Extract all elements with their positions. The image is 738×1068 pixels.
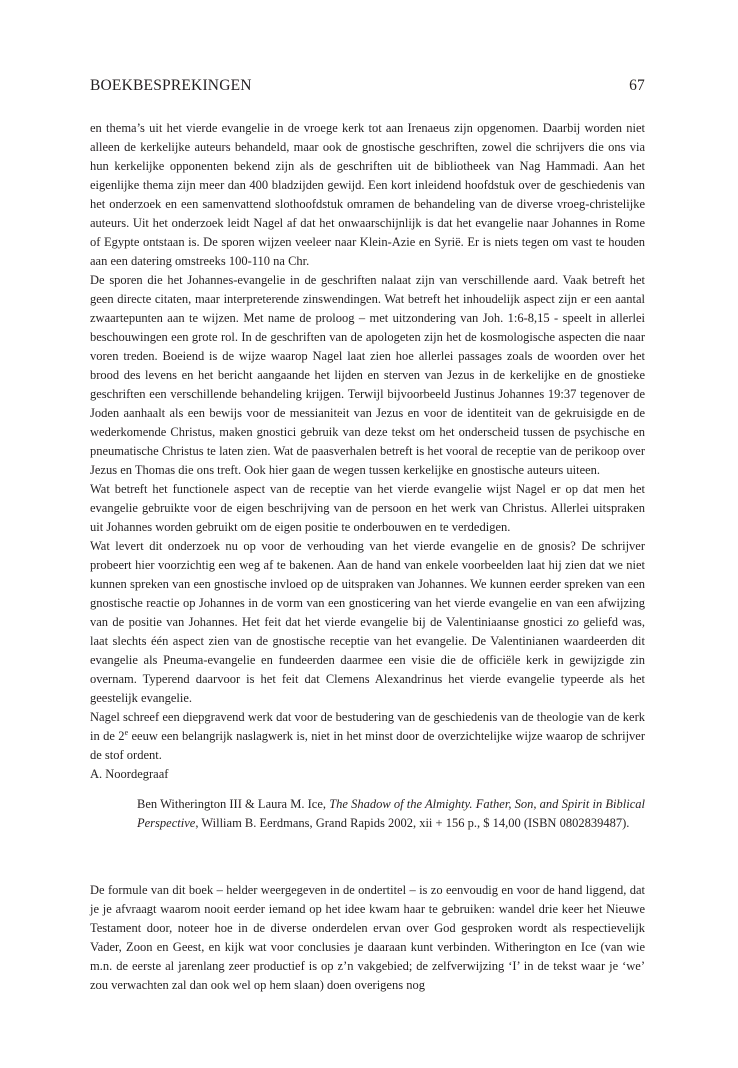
paragraph-text: eeuw een belangrijk naslagwerk is, niet in het minst door de overzichtelijke wijze waarop de schrijver de stof ordent.: [90, 729, 645, 762]
review-body-2: [90, 881, 645, 995]
paragraph: De formule van dit boek – helder weergegeven in de ondertitel – is zo eenvoudig en voor de hand liggend, dat je je afvraagt waarom nooit eerder iemand op het idee kwam haar te gebruiken: wandel drie keer het Nieuwe Testament door, noteer hoe in de diverse onderdelen ervan over God gesproken wordt als respectievelijk Vader, Zoon en Geest, en kijk wat voor conclusies je daaraan kunt verbinden. Witherington en Ice (van wie m.n. de eerste al jarenlang zeer productief is op z’n vakgebied; de zelfverwijzing ‘I’ in de tekst waar je ‘we’ zou verwachten zal dan ook wel op hem slaan) doen overigens nog: [90, 883, 645, 992]
book-reference: [137, 795, 645, 833]
page-number: 67: [629, 77, 645, 94]
superscript: e: [124, 727, 129, 737]
section-title: BOEKBESPREKINGEN: [90, 77, 252, 94]
book-title: The Shadow of the Almighty. Father, Son, and Spirit in Biblical Perspective: [137, 797, 645, 830]
paragraph: [90, 708, 645, 765]
paragraph: De sporen die het Johannes-evangelie in de geschriften nalaat zijn van verschillende aard. Vaak betreft het geen directe citaten, maar interpreterende zinswendingen. Wat betreft het inhoudelijk aspect zijn er een aantal zwaartepunten aan te wijzen. Met name de proloog – met uitzondering van Joh. 1:6-8,15 - speelt in allerlei beschouwingen een grote rol. In de geschriften van de apologeten zijn het de kosmologische aspecten die naar voren treden. Boeiend is de wijze waarop Nagel laat zien hoe allerlei passages zoals de woorden over het brood des levens en het bericht aangaande het lijden en sterven van Jezus in de kerkelijke en de gnostieke geschriften een verschillende behandeling krijgen. Terwijl bijvoorbeeld Justinus Johannes 19:37 tegenover de Joden aanhaalt als een bewijs voor de messianiteit van Jezus en voor de identiteit van de gekruisigde en de wederkomende Christus, maken gnostici gebruik van deze tekst om het onderscheid tussen de psychische en pneumatische Christus te laten zien. Wat de paasverhalen betreft is het vooral de receptie van de perikoop over Jezus en Thomas die ons treft. Ook hier gaan de wegen tussen kerkelijke en gnostische auteurs uiteen.: [90, 273, 645, 477]
running-header: [90, 77, 645, 99]
paragraph: Wat levert dit onderzoek nu op voor de verhouding van het vierde evangelie en de gnosis? De schrijver probeert hier voorzichtig een weg af te bakenen. Aan de hand van enkele voorbeelden laat hij zien dat we niet kunnen spreken van een gnostische invloed op de uitspraken van Johannes. We kunnen eerder spreken van een gnostische reactie op Johannes in de vorm van een gnosticering van het vierde evangelie en van een afwijzing van de positie van Johannes. Het feit dat het vierde evangelie bij de Valentiniaanse gnostici zo geliefd was, laat slechts één aspect zien van de gnostische receptie van het evangelie. De Valentinianen waardeerden dit evangelie als Pneuma-evangelie en fundeerden daarmee een visie die de officiële kerk in gewijzigde zin overnam. Typerend daarvoor is het feit dat Clemens Alexandrinus het vierde evangelie typeerde als het geestelijk evangelie.: [90, 539, 645, 705]
book-publication: , William B. Eerdmans, Grand Rapids 2002, xii + 156 p., $ 14,00 (ISBN 0802839487).: [195, 816, 630, 830]
book-authors: Ben Witherington III & Laura M. Ice,: [137, 797, 330, 811]
paragraph: en thema’s uit het vierde evangelie in de vroege kerk tot aan Irenaeus zijn opgenomen. Daarbij worden niet alleen de kerkelijke auteurs behandeld, maar ook de gnostische geschriften, zowel die schrijvers die ons via hun kerkelijke opponenten bekend zijn als de geschriften uit de bibliotheek van Nag Hammadi. Aan het eigenlijke thema zijn meer dan 400 bladzijden gewijd. Een kort inleidend hoofdstuk over de geschiedenis van het onderzoek en een samenvattend slothoofdstuk omramen de behandeling van de diverse vroeg-christelijke auteurs. Uit het onderzoek leidt Nagel af dat het onwaarschijnlijk is dat het evangelie naar Johannes in Rome of Egypte ontstaan is. De sporen wijzen veeleer naar Klein-Azie en Syrië. Er is niets tegen om vast te houden aan een datering omstreeks 100-110 na Chr.: [90, 121, 645, 268]
paragraph: Wat betreft het functionele aspect van de receptie van het vierde evangelie wijst Nagel er op dat men het evangelie gebruikte voor de eigen beschrijving van de persoon en het werk van Christus. Allerlei uitspraken uit Johannes worden gebruikt om de eigen positie te onderbouwen en te verdedigen.: [90, 482, 645, 534]
review-body: [90, 119, 645, 784]
paragraph-text: Nagel schreef een diepgravend werk dat voor de bestudering van de geschiedenis van de theologie van de kerk in de 2: [90, 710, 645, 743]
reviewer-signature: A. Noordegraaf: [90, 767, 169, 781]
